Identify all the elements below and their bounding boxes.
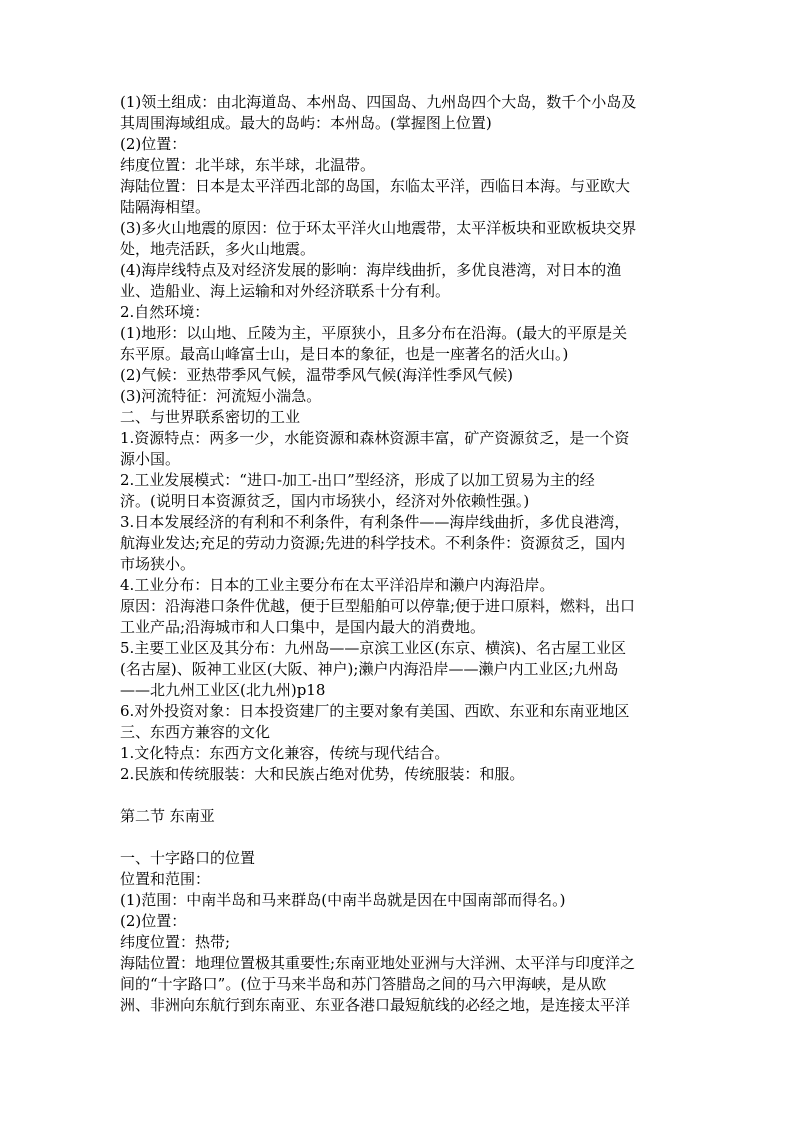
text-line: 陆隔海相望。 [120, 198, 211, 216]
text-line: (名古屋)、阪神工业区(大阪、神户);濑户内海沿岸——濑户内工业区;九州岛 [120, 660, 619, 678]
text-line: 一、十字路口的位置 [120, 849, 256, 867]
text-line: 东平原。最高山峰富士山，是日本的象征，也是一座著名的活火山。) [120, 345, 569, 363]
text-line: ——北九州工业区(北九州)p18 [120, 681, 326, 699]
text-line: (1)范围：中南半岛和马来群岛(中南半岛就是因在中国南部而得名。) [120, 891, 566, 909]
text-line: 海陆位置：地理位置极其重要性;东南亚地处亚洲与大洋洲、太平洋与印度洋之 [120, 954, 636, 972]
text-line: 济。(说明日本资源贫乏，国内市场狭小，经济对外依赖性强。) [120, 492, 530, 510]
text-line: 其周围海域组成。最大的岛屿：本州岛。(掌握图上位置) [120, 114, 492, 132]
text-line: (2)位置： [120, 135, 187, 153]
text-line: (1)领土组成：由北海道岛、本州岛、四国岛、九州岛四个大岛，数千个小岛及 [120, 93, 637, 111]
text-line: 纬度位置：北半球，东半球，北温带。 [120, 156, 376, 174]
text-line: 原因：沿海港口条件优越，便于巨型船舶可以停靠;便于进口原料，燃料，出口 [120, 597, 636, 615]
text-line: 第二节 东南亚 [120, 807, 215, 825]
text-line: (2)气候：亚热带季风气候，温带季风气候(海洋性季风气候) [120, 366, 513, 384]
text-line: 海陆位置：日本是太平洋西北部的岛国，东临太平洋，西临日本海。与亚欧大 [120, 177, 631, 195]
blank-line [120, 827, 680, 848]
text-line: 处，地壳活跃，多火山地震。 [120, 240, 316, 258]
text-line: 1.文化特点：东西方文化兼容，传统与现代结合。 [120, 744, 450, 762]
blank-line [120, 785, 680, 806]
text-line: 业、造船业、海上运输和对外经济联系十分有利。 [120, 282, 451, 300]
text-line: 间的“十字路口”。(位于马来半岛和苏门答腊岛之间的马六甲海峡，是从欧 [120, 975, 607, 993]
text-line: 2.自然环境： [120, 303, 210, 321]
text-line: 1.资源特点：两多一少，水能资源和森林资源丰富，矿产资源贫乏，是一个资 [120, 429, 630, 447]
text-line: 5.主要工业区及其分布：九州岛——京滨工业区(东京、横滨)、名古屋工业区 [120, 639, 627, 657]
text-line: 纬度位置：热带; [120, 933, 231, 951]
text-line: 市场狭小。 [120, 555, 196, 573]
text-line: (2)位置： [120, 912, 187, 930]
document-body [120, 92, 680, 1016]
text-line: 二、与世界联系密切的工业 [120, 408, 301, 426]
text-line: (4)海岸线特点及对经济发展的影响：海岸线曲折，多优良港湾，对日本的渔 [120, 261, 622, 279]
text-line: 洲、非洲向东航行到东南亚、东亚各港口最短航线的必经之地，是连接太平洋 [120, 996, 631, 1014]
text-line: 4.工业分布：日本的工业主要分布在太平洋沿岸和濑户内海沿岸。 [120, 576, 555, 594]
text-line: (3)河流特征：河流短小湍急。 [120, 387, 322, 405]
text-line: 2.工业发展模式：“进口-加工-出口”型经济，形成了以加工贸易为主的经 [120, 471, 595, 489]
text-line: (3)多火山地震的原因：位于环太平洋火山地震带，太平洋板块和亚欧板块交界 [120, 219, 637, 237]
text-line: 工业产品;沿海城市和人口集中，是国内最大的消费地。 [120, 618, 486, 636]
text-line: 6.对外投资对象：日本投资建厂的主要对象有美国、西欧、东亚和东南亚地区 [120, 702, 630, 720]
text-line: 2.民族和传统服装：大和民族占绝对优势，传统服装：和服。 [120, 765, 525, 783]
text-line: (1)地形：以山地、丘陵为主，平原狭小，且多分布在沿海。(最大的平原是关 [120, 324, 628, 342]
text-line: 航海业发达;充足的劳动力资源;先进的科学技术。不利条件：资源贫乏，国内 [120, 534, 626, 552]
text-line: 3.日本发展经济的有利和不利条件，有利条件——海岸线曲折，多优良港湾， [120, 513, 630, 531]
text-line: 源小国。 [120, 450, 181, 468]
text-line: 三、东西方兼容的文化 [120, 723, 271, 741]
text-line: 位置和范围： [120, 870, 211, 888]
